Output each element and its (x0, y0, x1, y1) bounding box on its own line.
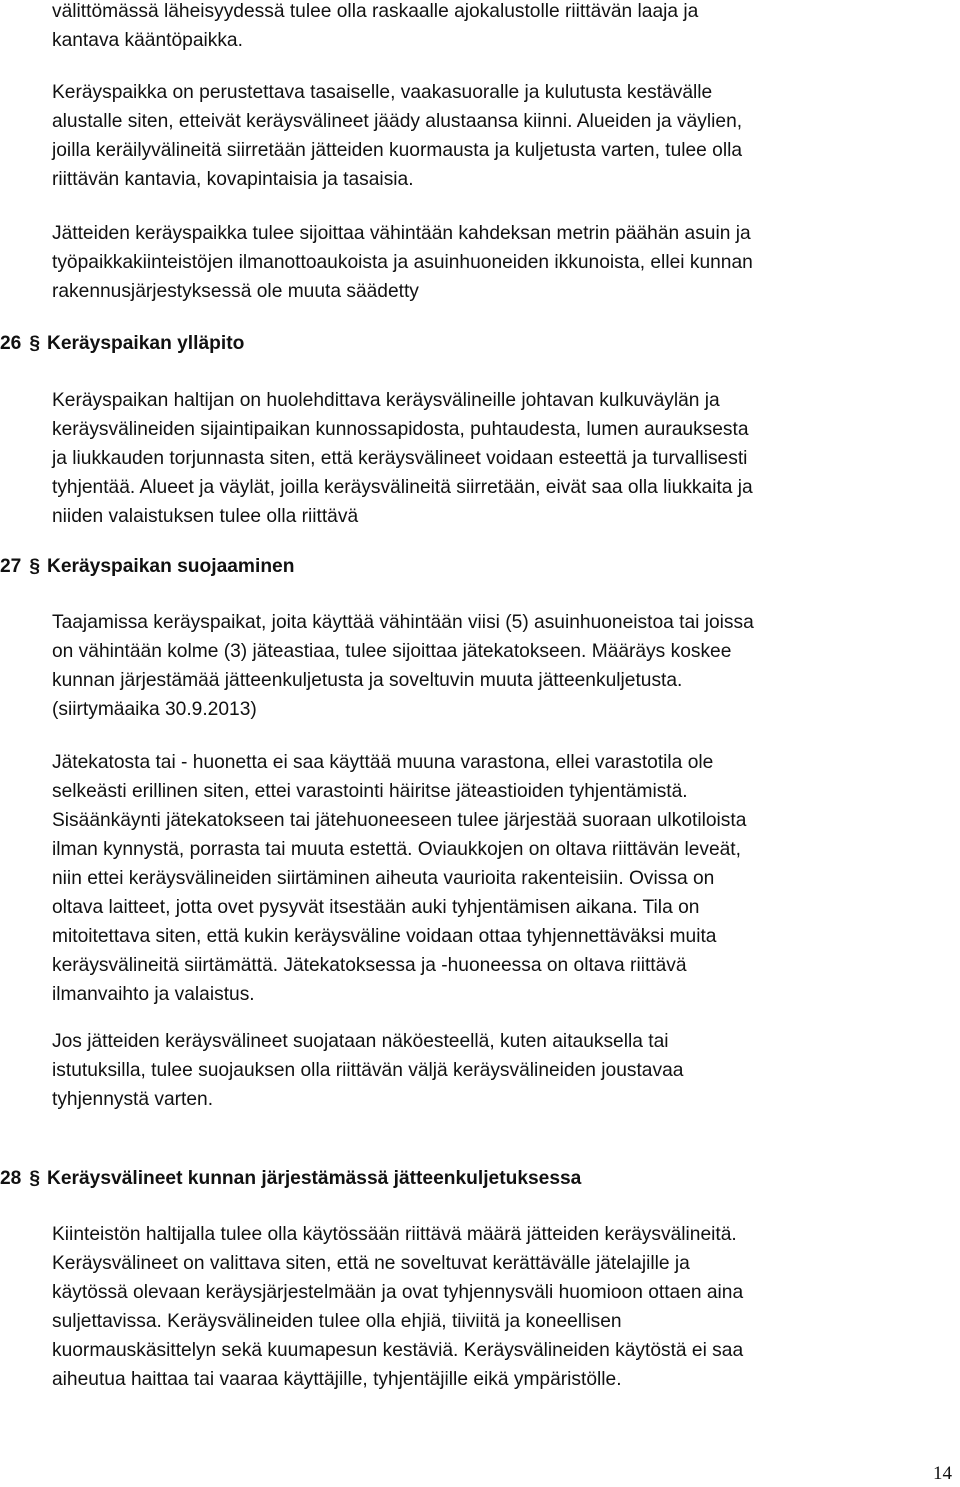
text-line: joilla keräilyvälineitä siirretään jätteiden kuormausta ja kuljetusta varten, tulee olla (52, 140, 743, 161)
text-line: on vähintään kolme (3) jäteastiaa, tulee sijoittaa jätekatokseen. Määräys koskee (52, 641, 732, 662)
text-line: Jätteiden keräyspaikka tulee sijoittaa vähintään kahdeksan metrin päähän asuin ja (52, 223, 751, 244)
text-line: kunnan järjestämää jätteenkuljetusta ja soveltuvin muuta jätteenkuljetusta. (52, 670, 683, 691)
paragraph-shelter-requirement (52, 608, 952, 724)
text-line: alustalle siten, etteivät keräysvälineet jäädy alustaansa kiinni. Alueiden ja väylien, (52, 111, 743, 132)
section-symbol: § (29, 556, 41, 577)
text-line: työpaikkakiinteistöjen ilmanottoaukoista ja asuinhuoneiden ikkunoista, ellei kunnan (52, 252, 753, 273)
text-line: Kiinteistön haltijalla tulee olla käytössään riittävä määrä jätteiden keräysvälineitä. (52, 1224, 737, 1245)
section-number: 28 (0, 1168, 22, 1189)
paragraph-collection-equipment (52, 1220, 952, 1394)
page-number: 14 (933, 1463, 952, 1484)
text-line: niin ettei keräysvälineiden siirtäminen aiheuta vaurioita rakenteisiin. Ovissa on (52, 868, 715, 889)
paragraph-screening (52, 1027, 952, 1114)
paragraph-collection-point-distance (52, 219, 952, 306)
paragraph-turning-area (52, 0, 952, 55)
text-line: ilmanvaihto ja valaistus. (52, 984, 255, 1005)
text-line: välittömässä läheisyydessä tulee olla raskaalle ajokalustolle riittävän laaja ja (52, 1, 699, 22)
text-line: Jätekatosta tai - huonetta ei saa käyttää muuna varastona, ellei varastotila ole (52, 752, 714, 773)
section-symbol: § (29, 333, 41, 354)
section-title: Keräysvälineet kunnan järjestämässä jätteenkuljetuksessa (47, 1168, 582, 1189)
text-line: selkeästi erillinen siten, ettei varastointi häiritse jäteastioiden tyhjentämistä. (52, 781, 688, 802)
text-line: suljettavissa. Keräysvälineiden tulee olla ehjiä, tiiviitä ja koneellisen (52, 1311, 622, 1332)
section-heading-28 (0, 1164, 581, 1193)
section-heading-26 (0, 329, 244, 358)
text-line: Keräyspaikka on perustettava tasaiselle, vaakasuoralle ja kulutusta kestävälle (52, 82, 713, 103)
text-line: tyhjentää. Alueet ja väylät, joilla keräysvälineitä siirretään, eivät saa olla liukkaita ja (52, 477, 753, 498)
section-number: 26 (0, 333, 22, 354)
paragraph-maintenance (52, 386, 952, 531)
text-line: Sisäänkäynti jätekatokseen tai jätehuoneeseen tulee järjestää suoraan ulkotiloista (52, 810, 747, 831)
text-line: Taajamissa keräyspaikat, joita käyttää vähintään viisi (5) asuinhuoneistoa tai joissa (52, 612, 754, 633)
text-line: tyhjennystä varten. (52, 1089, 214, 1110)
section-heading-27 (0, 552, 294, 581)
text-line: istutuksilla, tulee suojauksen olla riittävän väljä keräysvälineiden joustavaa (52, 1060, 684, 1081)
text-line: (siirtymäaika 30.9.2013) (52, 699, 257, 720)
text-line: rakennusjärjestyksessä ole muuta säädetty (52, 281, 419, 302)
section-title: Keräyspaikan suojaaminen (47, 556, 295, 577)
paragraph-shelter-use (52, 748, 952, 1009)
text-line: niiden valaistuksen tulee olla riittävä (52, 506, 359, 527)
text-line: käytössä olevaan keräysjärjestelmään ja ovat tyhjennysväli huomioon ottaen aina (52, 1282, 744, 1303)
text-line: keräysvälineiden sijaintipaikan kunnossapidosta, puhtaudesta, lumen aurauksesta (52, 419, 749, 440)
text-line: Keräyspaikan haltijan on huolehdittava keräysvälineille johtavan kulkuväylän ja (52, 390, 720, 411)
text-line: kuormauskäsittelyn sekä kuumapesun kestäviä. Keräysvälineiden käytöstä ei saa (52, 1340, 744, 1361)
text-line: Keräysvälineet on valittava siten, että ne soveltuvat kerättävälle jätelajille ja (52, 1253, 690, 1274)
section-symbol: § (29, 1168, 41, 1189)
text-line: mitoitettava siten, että kukin keräysväline voidaan ottaa tyhjennettäväksi muita (52, 926, 717, 947)
section-title: Keräyspaikan ylläpito (47, 333, 245, 354)
text-line: ja liukkauden torjunnasta siten, että keräysvälineet voidaan esteettä ja turvallisesti (52, 448, 748, 469)
text-line: Jos jätteiden keräysvälineet suojataan näköesteellä, kuten aitauksella tai (52, 1031, 669, 1052)
text-line: keräysvälineitä siirtämättä. Jätekatoksessa ja -huoneessa on oltava riittävä (52, 955, 687, 976)
paragraph-collection-point-surface (52, 78, 952, 194)
text-line: aiheutua haittaa tai vaaraa käyttäjille, tyhjentäjille eikä ympäristölle. (52, 1369, 622, 1390)
section-number: 27 (0, 556, 22, 577)
text-line: ilman kynnystä, porrasta tai muuta estettä. Oviaukkojen on oltava riittävän leveät, (52, 839, 741, 860)
text-line: kantava kääntöpaikka. (52, 30, 243, 51)
text-line: oltava laitteet, jotta ovet pysyvät itsestään auki tyhjentämisen aikana. Tila on (52, 897, 700, 918)
text-line: riittävän kantavia, kovapintaisia ja tasaisia. (52, 169, 414, 190)
